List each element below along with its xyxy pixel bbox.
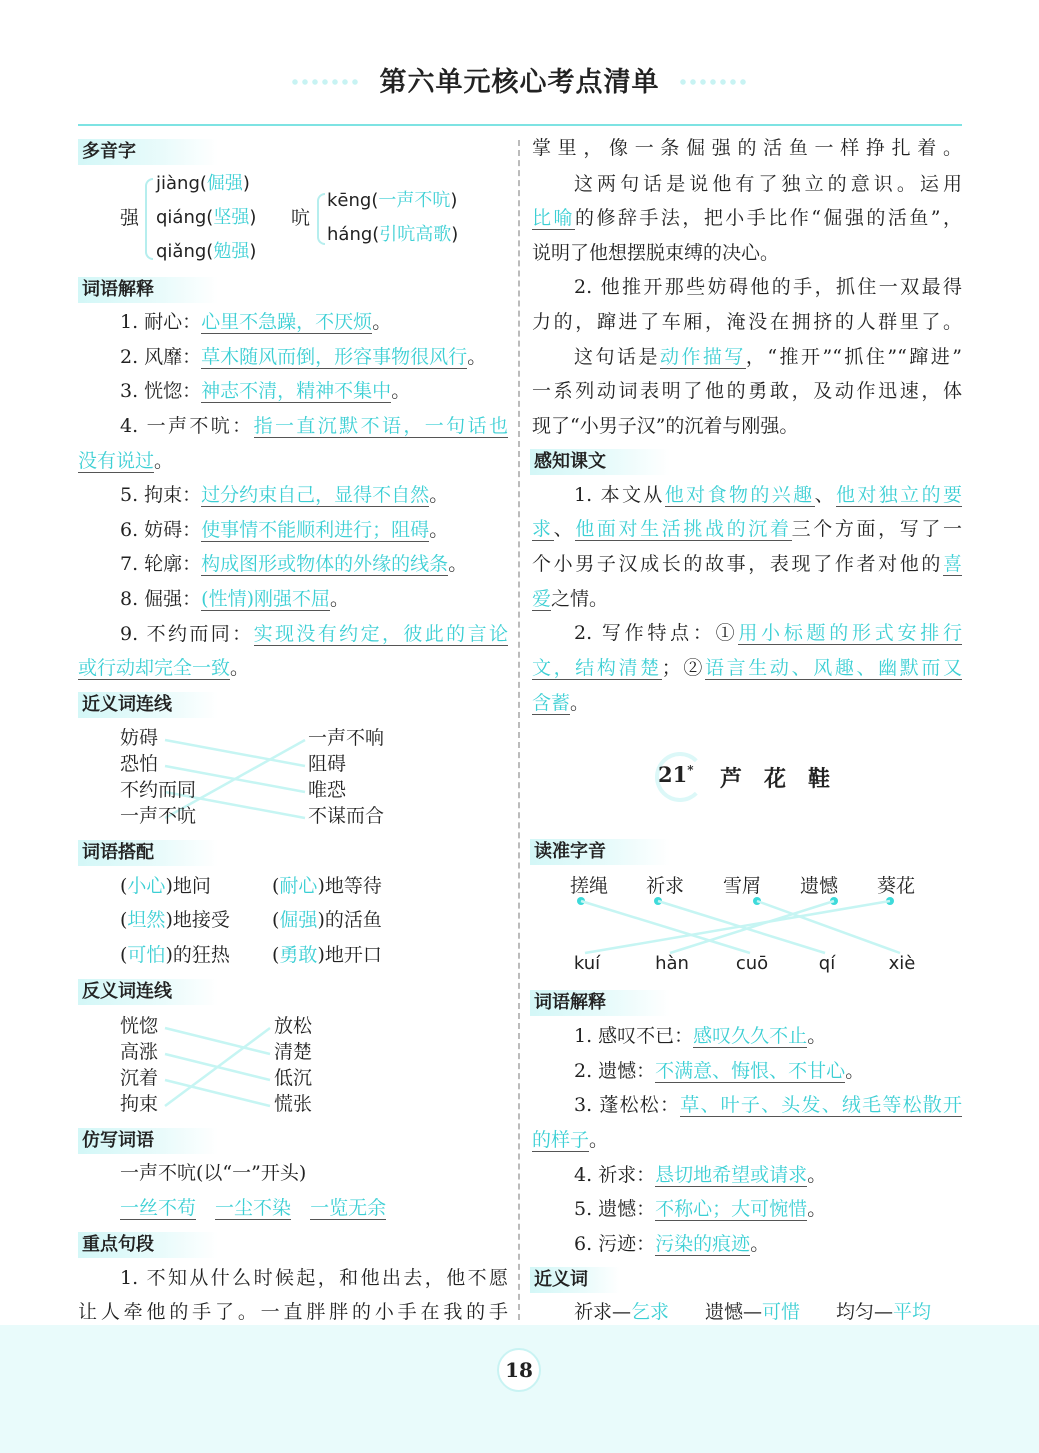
- text-segment: 。: [372, 311, 392, 333]
- text-segment: 一系列动词表明了他的勇敢，及动作迅速，体: [532, 380, 962, 402]
- answer-text: 语言生动、风趣、幽默而又: [705, 657, 962, 679]
- text-segment: 遗憾—: [705, 1301, 763, 1323]
- text-segment: )的活鱼: [317, 909, 382, 931]
- text-line: [574, 1091, 962, 1119]
- heading-collocation: 词语搭配: [78, 840, 218, 866]
- pron-match-line: [670, 901, 834, 953]
- text-segment: 1. 感叹不已：: [574, 1025, 694, 1047]
- match-left-word: 高涨: [120, 1041, 159, 1063]
- answer-text: (性情)刚强不屈: [201, 588, 330, 610]
- text-segment: 4. 一声不吭：: [120, 415, 254, 437]
- text-segment: 勉强: [213, 241, 250, 262]
- collocation-item: [120, 906, 230, 934]
- text-segment: 。: [154, 450, 174, 472]
- answer-text: 使事情不能顺利进行；阻碍: [201, 519, 430, 541]
- answer-text: 求: [532, 518, 554, 540]
- answer-text: 比喻: [532, 207, 575, 229]
- text-line: [532, 412, 962, 440]
- imitate-prompt: 一声不吭(以“一”开头): [120, 1162, 307, 1184]
- answer-text: 文，结构清楚: [532, 657, 662, 679]
- answer-text: 用小标题的形式安排行: [738, 622, 962, 644]
- synonym-pair: [574, 1298, 669, 1326]
- heading-pronunciation: 读准字音: [530, 839, 670, 865]
- match-left-word: 妨碍: [120, 727, 159, 749]
- text-segment: 。: [467, 346, 487, 368]
- answer-text: 爱: [532, 588, 552, 610]
- heading-synonyms-2: 近义词: [530, 1267, 620, 1293]
- text-line: [574, 1230, 962, 1258]
- text-segment: 之情。: [551, 588, 609, 610]
- text-segment: ): [450, 190, 458, 211]
- text-segment: 。: [429, 484, 449, 506]
- text-segment: 引吭高歌: [379, 224, 452, 245]
- text-line: [574, 343, 962, 371]
- text-segment: )地接受: [165, 909, 230, 931]
- text-segment: 的修辞手法，把小手比作“倔强的活鱼”，: [574, 207, 962, 229]
- answer-text: 污染的痕迹: [655, 1233, 751, 1255]
- text-segment: háng(: [327, 224, 380, 245]
- answer-text: 实现没有约定，彼此的言论: [253, 623, 508, 645]
- text-segment: 。: [750, 1233, 770, 1255]
- text-segment: kēng(: [327, 190, 379, 211]
- heading-synonym-match: 近义词连线: [78, 692, 218, 718]
- text-line: [574, 481, 962, 509]
- text-line: [574, 1195, 962, 1223]
- lesson-number-text: 21: [658, 762, 688, 787]
- match-left-word: 恍惚: [120, 1015, 159, 1037]
- pron-pinyin: kuí: [573, 953, 601, 974]
- lesson-number: [658, 762, 694, 787]
- collocation-item: [120, 941, 230, 969]
- text-segment: 。: [845, 1060, 865, 1082]
- text-segment: 让人牵他的手了。一直胖胖的小手在我的手: [78, 1301, 508, 1323]
- pron-pinyin: xiè: [888, 953, 916, 974]
- text-segment: )的狂热: [165, 944, 230, 966]
- text-line: [532, 204, 962, 232]
- text-segment: 倔强: [206, 173, 243, 194]
- text-segment: 6. 污迹：: [574, 1233, 656, 1255]
- text-segment: 力的，蹿进了车厢，淹没在拥挤的人群里了。: [532, 311, 962, 333]
- text-segment: (: [272, 909, 280, 931]
- heading-imitate: 仿写词语: [78, 1128, 218, 1154]
- text-segment: 可惜: [762, 1301, 801, 1323]
- answer-text: 指一直沉默不语，一句话也: [253, 415, 508, 437]
- text-segment: )地开口: [317, 944, 382, 966]
- text-segment: )地问: [165, 875, 211, 897]
- text-segment: 这两句话是说他有了独立的意识。运用: [574, 173, 962, 195]
- page-number: 18: [497, 1348, 541, 1392]
- text-segment: qiáng(: [156, 207, 214, 228]
- text-segment: 乞求: [631, 1301, 670, 1323]
- text-segment: 1. 本文从: [574, 484, 665, 506]
- text-segment: 。: [391, 380, 411, 402]
- match-left-word: 恐怕: [120, 753, 159, 775]
- text-segment: 3. 蓬松松：: [574, 1094, 681, 1116]
- text-line: [574, 1022, 962, 1050]
- match-right-word: 清楚: [274, 1041, 313, 1063]
- imitate-answer: 一览无余: [310, 1197, 387, 1219]
- text-segment: ): [242, 173, 250, 194]
- heading-word-explain-2: 词语解释: [530, 990, 670, 1016]
- match-left-word: 沉着: [120, 1067, 159, 1089]
- match-right-word: 放松: [274, 1015, 313, 1037]
- text-line: [532, 515, 962, 543]
- text-segment: (: [120, 875, 128, 897]
- text-line: [532, 308, 962, 336]
- text-segment: 一声不吭: [378, 190, 451, 211]
- text-segment: 勇敢: [279, 944, 318, 966]
- text-segment: 。: [589, 1129, 609, 1151]
- text-segment: 。: [330, 588, 350, 610]
- match-left-word: 不约而同: [120, 779, 197, 801]
- text-line: [574, 1161, 962, 1189]
- match-right-word: 低沉: [274, 1067, 313, 1089]
- text-segment: ): [249, 241, 257, 262]
- collocation-item: [120, 872, 211, 900]
- answer-text: 心里不急躁，不厌烦: [201, 311, 373, 333]
- text-segment: 5. 遗憾：: [574, 1198, 656, 1220]
- lesson-mark: *: [687, 763, 694, 777]
- page-title: 第六单元核心考点清单: [379, 67, 660, 98]
- answer-text: 感叹久久不止: [693, 1025, 808, 1047]
- match-left-word: 一声不吭: [120, 805, 197, 827]
- text-segment: 2. 写作特点：①: [574, 622, 739, 644]
- synonym-pair: [705, 1298, 800, 1326]
- pron-char: 搓绳: [570, 875, 609, 897]
- text-segment: 2. 遗憾：: [574, 1060, 656, 1082]
- match-right-word: 一声不响: [308, 727, 385, 749]
- collocation-item: [272, 941, 382, 969]
- text-line: [532, 377, 962, 405]
- text-segment: 坦然: [127, 909, 166, 931]
- text-line: [532, 585, 962, 613]
- answer-text: 喜: [942, 553, 962, 575]
- poly-char-2: 吭: [291, 207, 311, 229]
- text-segment: 掌里，像一条倔强的活鱼一样挣扎着。: [532, 137, 962, 159]
- text-line: [574, 273, 962, 301]
- text-segment: (: [272, 875, 280, 897]
- text-segment: )地等待: [317, 875, 382, 897]
- pron-char: 祈求: [646, 875, 685, 897]
- pron-pinyin: hàn: [655, 953, 689, 974]
- text-line: [574, 1057, 962, 1085]
- collocation-item: [272, 872, 382, 900]
- text-segment: 8. 倔强：: [120, 588, 202, 610]
- text-segment: 、: [814, 484, 836, 506]
- text-segment: 。: [807, 1025, 827, 1047]
- heading-key-passage: 重点句段: [78, 1232, 218, 1258]
- text-line: [532, 134, 962, 162]
- text-line: [532, 654, 962, 682]
- pron-pinyin: qí: [818, 953, 836, 974]
- answer-text: 恳切地希望或请求: [655, 1164, 808, 1186]
- text-segment: 3. 恍惚：: [120, 380, 202, 402]
- text-segment: 。: [570, 692, 590, 714]
- text-segment: (: [120, 944, 128, 966]
- text-line: [532, 689, 962, 717]
- answer-text: 不满意、悔恨、不甘心: [655, 1060, 846, 1082]
- answer-text: 的样子: [532, 1129, 590, 1151]
- text-line: [574, 170, 962, 198]
- text-segment: 。: [448, 553, 468, 575]
- answer-text: 他对独立的要: [835, 484, 962, 506]
- text-segment: 、: [553, 518, 576, 540]
- text-segment: 4. 祈求：: [574, 1164, 656, 1186]
- text-segment: 个小男子汉成长的故事，表现了作者对他的: [532, 553, 943, 575]
- text-segment: 这句话是: [574, 346, 660, 368]
- text-line: [532, 1126, 962, 1154]
- key-passage-line: [78, 1298, 508, 1326]
- answer-text: 或行动却完全一致: [78, 657, 231, 679]
- answer-text: 他面对生活挑战的沉着: [575, 518, 792, 540]
- text-segment: 三个方面，写了一: [791, 518, 962, 540]
- text-segment: 2. 风靡：: [120, 346, 202, 368]
- pron-pinyin: cuō: [735, 953, 769, 974]
- answer-text: 草木随风而倒，形容事物很风行: [201, 346, 468, 368]
- text-segment: 小心: [127, 875, 166, 897]
- text-segment: jiàng(: [156, 173, 207, 194]
- match-right-word: 阻碍: [308, 753, 347, 775]
- text-segment: 说明了他想摆脱束缚的决心。: [532, 242, 780, 264]
- pron-char: 遗憾: [800, 875, 839, 897]
- text-segment: ): [451, 224, 459, 245]
- collocation-item: [272, 906, 382, 934]
- text-segment: 耐心: [279, 875, 318, 897]
- lesson-title: 芦 花 鞋: [720, 766, 831, 792]
- answer-text: 不称心；大可惋惜: [655, 1198, 808, 1220]
- match-right-word: 唯恐: [308, 779, 347, 801]
- heading-antonym-match: 反义词连线: [78, 979, 218, 1005]
- match-left-word: 拘束: [120, 1093, 159, 1115]
- imitate-answers: [120, 1194, 386, 1222]
- text-segment: 1. 耐心：: [120, 311, 202, 333]
- text-line: [532, 550, 962, 578]
- match-line: [165, 1028, 270, 1106]
- text-line: [574, 619, 962, 647]
- text-segment: 均匀—: [836, 1301, 894, 1323]
- text-segment: 。: [429, 519, 449, 541]
- pron-match-line: [757, 901, 900, 953]
- text-segment: 祈求—: [574, 1301, 632, 1323]
- heading-word-explain: 词语解释: [78, 277, 218, 303]
- pron-match-line: [585, 901, 890, 953]
- text-segment: 2. 他推开那些妨碍他的手，抓住一双最得: [574, 276, 962, 298]
- match-right-word: 慌张: [274, 1093, 313, 1115]
- heading-perceive: 感知课文: [530, 449, 670, 475]
- answer-text: 过分约束自己，显得不自然: [201, 484, 430, 506]
- pron-char: 雪屑: [723, 875, 762, 897]
- answer-text: 构成图形或物体的外缘的线条: [201, 553, 449, 575]
- text-segment: 7. 轮廓：: [120, 553, 202, 575]
- answer-text: 神志不清，精神不集中: [201, 380, 392, 402]
- answer-text: 动作描写: [659, 346, 746, 368]
- text-segment: 9. 不约而同：: [120, 623, 254, 645]
- text-segment: ，“推开”“抓住”“蹿进”: [745, 346, 962, 368]
- text-segment: 。: [807, 1164, 827, 1186]
- match-right-word: 不谋而合: [308, 805, 385, 827]
- answer-text: 没有说过: [78, 450, 155, 472]
- answer-text: 含蓄: [532, 692, 571, 714]
- text-line: [532, 239, 962, 267]
- text-segment: 可怕: [127, 944, 166, 966]
- poly-char-1: 强: [120, 207, 140, 229]
- pron-match-line: [581, 901, 750, 953]
- text-segment: 。: [230, 657, 250, 679]
- answer-text: 草、叶子、头发、绒毛等松散开: [680, 1094, 962, 1116]
- text-segment: ；②: [661, 657, 706, 679]
- text-segment: 现了“小男子汉”的沉着与刚强。: [532, 415, 799, 437]
- text-segment: qiǎng(: [156, 241, 214, 262]
- text-segment: 1. 不知从什么时候起，和他出去，他不愿: [120, 1267, 508, 1289]
- text-segment: (: [120, 909, 128, 931]
- text-segment: 6. 妨碍：: [120, 519, 202, 541]
- text-segment: 坚强: [213, 207, 250, 228]
- imitate-answer: 一尘不染: [215, 1197, 292, 1219]
- synonym-pair: [836, 1298, 931, 1326]
- text-segment: 。: [807, 1198, 827, 1220]
- answer-text: 他对食物的兴趣: [664, 484, 815, 506]
- text-segment: (: [272, 944, 280, 966]
- text-segment: ): [249, 207, 257, 228]
- heading-polyphone: 多音字: [78, 139, 218, 165]
- text-segment: 5. 拘束：: [120, 484, 202, 506]
- text-segment: 倔强: [279, 909, 318, 931]
- imitate-answer: 一丝不苟: [120, 1197, 197, 1219]
- text-segment: 平均: [893, 1301, 932, 1323]
- key-passage-line: [120, 1264, 508, 1292]
- pron-char: 葵花: [877, 875, 916, 897]
